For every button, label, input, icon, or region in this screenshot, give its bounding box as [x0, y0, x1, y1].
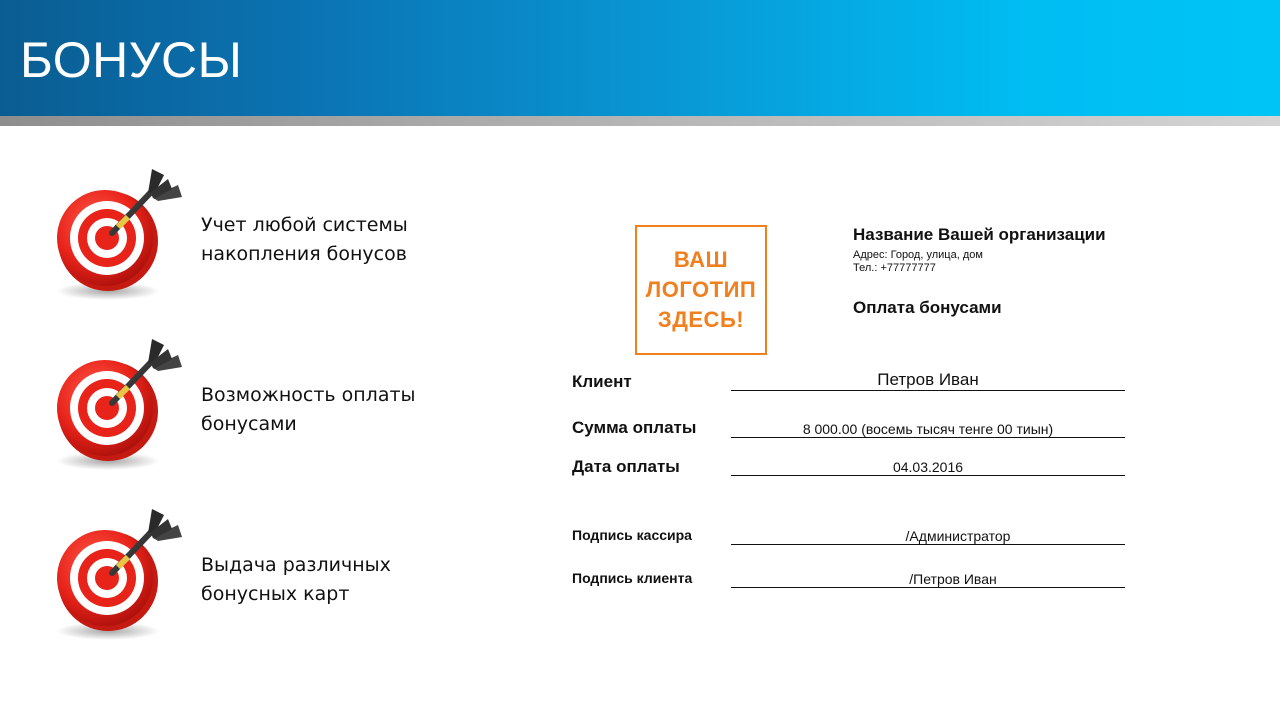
cashier-signature-value: /Администратор	[731, 528, 1125, 545]
header-banner	[0, 0, 1280, 116]
logo-placeholder	[635, 225, 767, 355]
feature-text-line: Возможность оплаты	[201, 384, 416, 406]
organization-address: Адрес: Город, улица, дом	[853, 249, 983, 261]
client-signature-label: Подпись клиента	[572, 570, 693, 586]
client-label: Клиент	[572, 372, 632, 391]
amount-value: 8 000.00 (восемь тысяч тенге 00 тиын)	[731, 421, 1125, 438]
feature-text-line: бонусами	[201, 413, 297, 435]
amount-label: Сумма оплаты	[572, 418, 697, 437]
feature-item	[50, 505, 470, 645]
organization-name: Название Вашей организации	[853, 225, 1106, 244]
date-value: 04.03.2016	[731, 459, 1125, 476]
target-icon	[50, 335, 190, 475]
cashier-signature-label: Подпись кассира	[572, 527, 692, 543]
feature-text-line: накопления бонусов	[201, 243, 407, 265]
client-signature-value: /Петров Иван	[731, 571, 1125, 588]
feature-text-line: Учет любой системы	[201, 214, 408, 236]
client-value: Петров Иван	[731, 370, 1125, 391]
target-icon	[50, 505, 190, 645]
feature-item	[50, 335, 470, 475]
organization-phone: Тел.: +77777777	[853, 262, 936, 274]
document-title: Оплата бонусами	[853, 298, 1002, 317]
bonus-payment-receipt	[560, 215, 1140, 605]
date-label: Дата оплаты	[572, 457, 680, 476]
header-divider	[0, 116, 1280, 126]
feature-text-line: бонусных карт	[201, 583, 350, 605]
target-icon	[50, 165, 190, 305]
page-title: БОНУСЫ	[20, 32, 243, 88]
logo-text-line: ЗДЕСЬ!	[657, 307, 745, 332]
logo-text-line: ВАШ	[673, 247, 729, 272]
feature-item	[50, 165, 470, 305]
logo-text-line: ЛОГОТИП	[645, 277, 757, 302]
feature-text-line: Выдача различных	[201, 554, 391, 576]
